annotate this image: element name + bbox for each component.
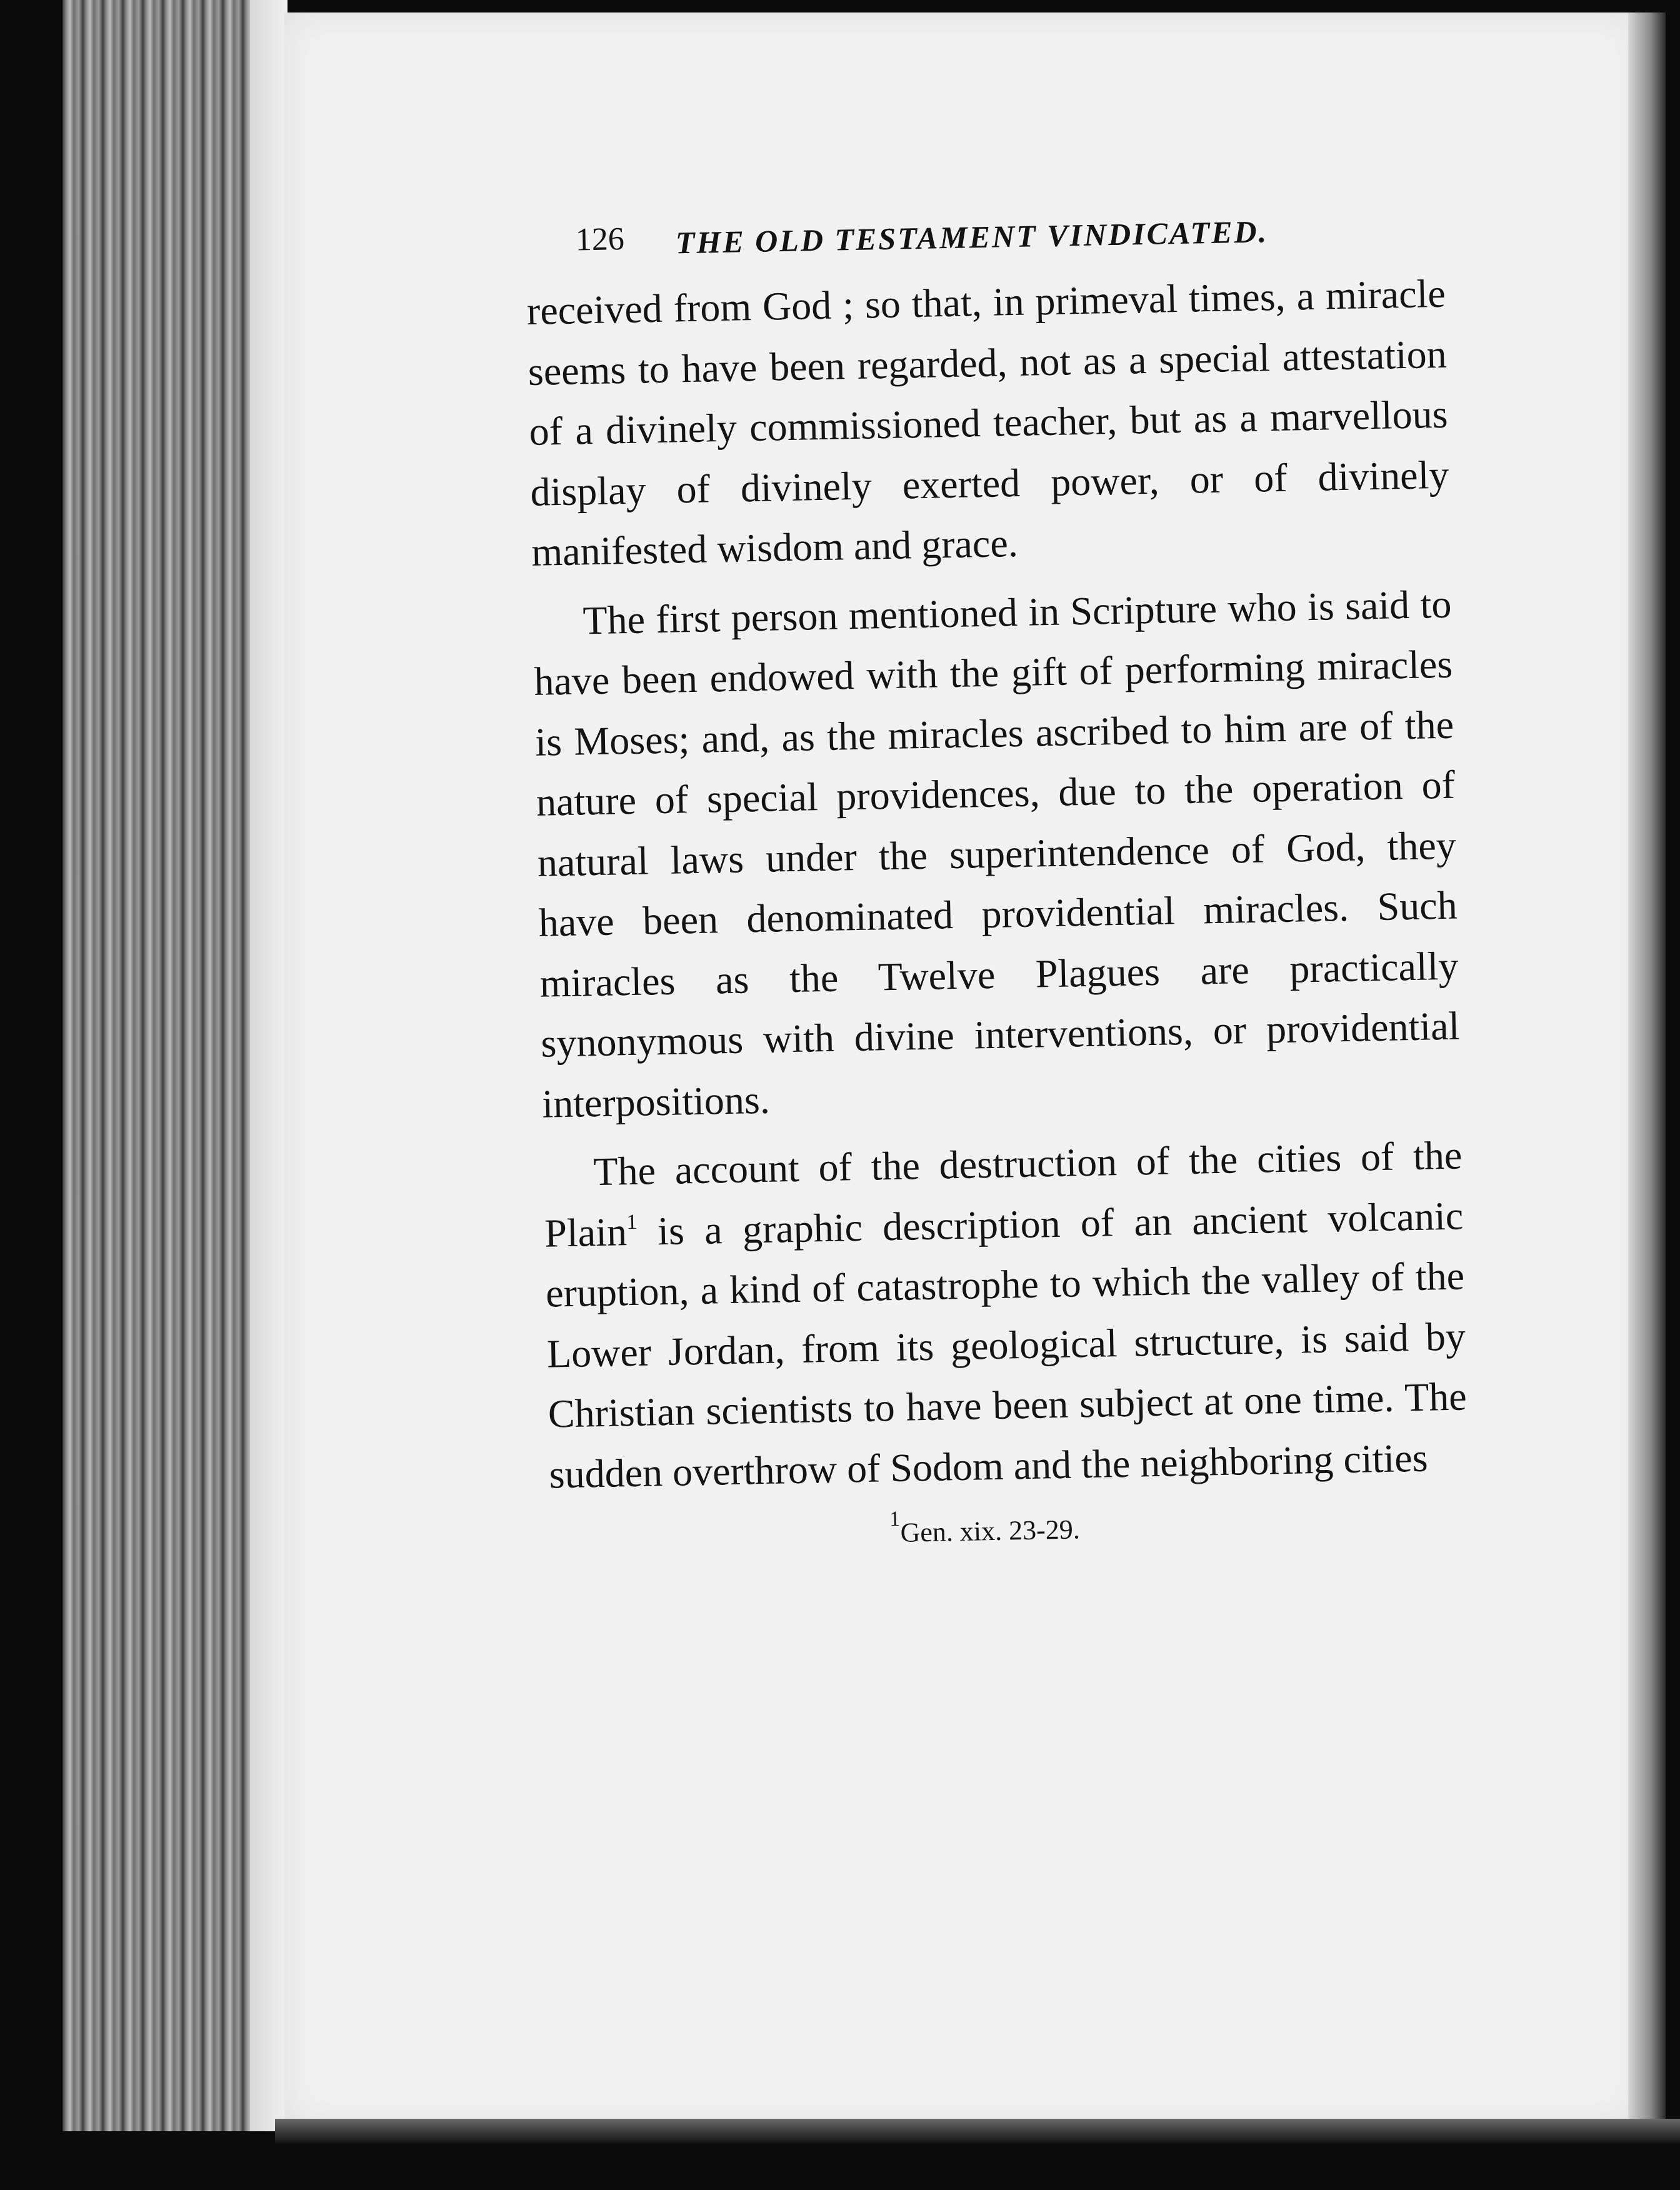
footnote-reference: 1	[626, 1210, 638, 1234]
footnote-text: Gen. xix. 23-29.	[900, 1514, 1081, 1548]
page-right-edge	[1628, 12, 1666, 2125]
book-page-edges	[62, 0, 288, 2131]
paragraph-3	[543, 1126, 1469, 1505]
page-content	[525, 194, 1500, 1838]
page-bottom-shadow	[275, 2119, 1680, 2144]
footnote	[550, 1506, 1494, 1556]
running-title: THE OLD TESTAMENT VINDICATED.	[675, 214, 1269, 261]
paragraph-3-text-after-ref: is a graphic description of an ancient volcanic eruption, a kind of catastrophe to which the valley of the Lower Jordan, from its geological structure, is said by Christian scientists to have been subject at one time. The sudden overthrow of Sodom and the neighboring cities	[545, 1192, 1468, 1497]
paragraph-1: received from God ; so that, in primeval times, a miracle seems to have been regarded, not as a special attestation of a divinely commissioned teacher, but as a marvellous display of divinely exerted power, or of divinely manifested wisdom and grace.	[526, 271, 1449, 574]
body-text	[526, 263, 1493, 1505]
footnote-marker: 1	[889, 1507, 901, 1531]
page-number: 126	[575, 221, 625, 258]
paragraph-3-text-before-ref: The account of the destruction of the cities of the Plain	[544, 1132, 1462, 1256]
paragraph-2: The first person mentioned in Scripture who is said to have been endowed with the gift of performing miracles is Moses; and, as the miracles ascribed to him are of the nature of special providences, due to the operation of natural laws under the superintendence of God, they have been denominated providential miracles. Such miracles as the Twelve Plagues are practically synonymous with divine interventions, or providential interpositions.	[533, 581, 1460, 1126]
